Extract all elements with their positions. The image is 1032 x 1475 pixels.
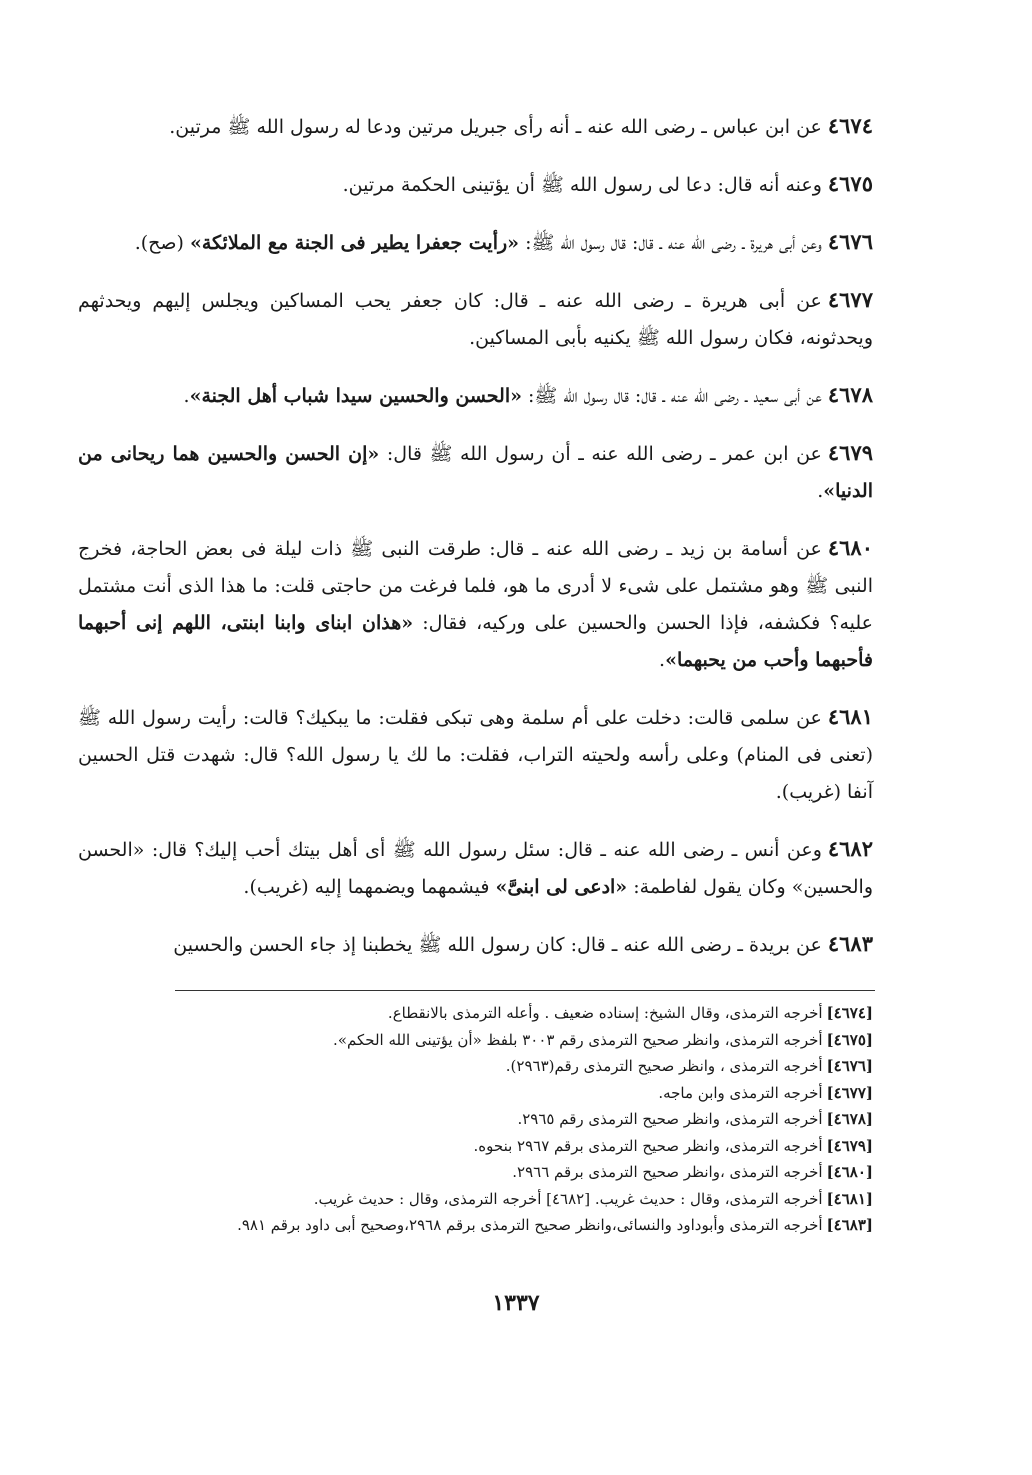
hadith-text: وعنه أنه قال: دعا لى رسول الله ﷺ أن يؤتينى الحكمة مرتين.: [342, 174, 822, 196]
hadith-text: عن ابن عباس ـ رضى الله عنه ـ أنه رأى جبريل مرتين ودعا له رسول الله ﷺ مرتين.: [169, 116, 822, 138]
footnote: [110, 1000, 873, 1027]
hadith-tail: .: [183, 385, 190, 407]
footnote: [110, 1106, 873, 1133]
footnote-number: [٤٦٧٤]: [826, 1004, 873, 1022]
footnote-text: أخرجه الترمذى ،وانظر صحيح الترمذى برقم ٢٩٦٦.: [512, 1163, 823, 1181]
hadith-text: عن ابن عمر ـ رضى الله عنه ـ أن رسول الله ﷺ قال:: [386, 443, 822, 465]
footnote-number: [٤٦٨٣]: [826, 1216, 873, 1234]
hadith-number: ٤٦٧٨: [827, 382, 873, 407]
hadith-quote: «ادعى لى ابنىَّ»: [495, 876, 628, 898]
hadith-text: وعن أنس ـ رضى الله عنه ـ قال: سئل رسول الله ﷺ أى أهل بيتك أحب إليك؟ قال: «الحسن والحسين» وكان يقول لفاطمة:: [78, 839, 873, 898]
footnote-divider: [175, 990, 875, 991]
footnote-text: أخرجه الترمذى ، وانظر صحيح الترمذى رقم(٢٩٦٣).: [505, 1057, 823, 1075]
hadith-4682: [78, 830, 873, 906]
hadith-number: ٤٦٨٠: [827, 535, 873, 560]
hadith-tail: .: [817, 480, 824, 502]
hadith-4683: [78, 925, 873, 964]
footnote: [110, 1027, 873, 1054]
hadith-4674: [78, 107, 873, 146]
hadith-text: عن أبى سعيد ـ رضى الله عنه ـ قال: قال رسول الله ﷺ:: [528, 385, 822, 407]
footnote: [110, 1133, 873, 1160]
hadith-text: عن بريدة ـ رضى الله عنه ـ قال: كان رسول الله ﷺ يخطبنا إذ جاء الحسن والحسين: [173, 934, 822, 956]
hadith-number: ٤٦٨٢: [827, 836, 873, 861]
footnote-text: أخرجه الترمذى، وانظر صحيح الترمذى برقم ٢٩٦٧ بنحوه.: [473, 1136, 823, 1155]
hadith-text: عن سلمى قالت: دخلت على أم سلمة وهى تبكى فقلت: ما يبكيك؟ قالت: رأيت رسول الله ﷺ (تعنى فى المنام) وعلى رأسه ولحيته التراب، فقلت: ما لك يا رسول الله؟ قال: شهدت قتل الحسين آنفا (غريب).: [78, 707, 873, 803]
hadith-4679: [78, 434, 873, 510]
hadith-4681: [78, 698, 873, 811]
hadith-4675: [78, 165, 873, 204]
footnote-text: أخرجه الترمذى وأبوداود والنسائى،وانظر صحيح الترمذى برقم ٢٩٦٨،وصحيح أبى داود برقم ٩٨١.: [237, 1216, 823, 1234]
footnotes: [110, 1000, 873, 1239]
main-text: [78, 88, 873, 971]
page-number: ١٣٣٧: [492, 1290, 540, 1316]
hadith-quote: «هذان ابناى وابنا ابنتى، اللهم إنى أحبهما فأحبهما وأحب من يحبهما»: [78, 612, 873, 671]
footnote-text: أخرجه الترمذى، وانظر صحيح الترمذى رقم ٣٠٠٣ بلفظ «أن يؤتينى الله الحكم».: [333, 1030, 823, 1049]
hadith-number: ٤٦٨١: [827, 704, 873, 729]
footnote-number: [٤٦٧٥]: [826, 1030, 873, 1049]
hadith-quote: «رأيت جعفرا يطير فى الجنة مع الملائكة»: [190, 232, 520, 254]
hadith-4678: [78, 376, 873, 415]
hadith-quote: «الحسن والحسين سيدا شباب أهل الجنة»: [189, 385, 522, 407]
hadith-number: ٤٦٧٧: [827, 287, 873, 312]
hadith-number: ٤٦٨٣: [827, 931, 873, 956]
footnote-text: أخرجه الترمذى وابن ماجه.: [658, 1083, 823, 1102]
footnote-number: [٤٦٨١]: [826, 1189, 873, 1208]
hadith-tail: .: [659, 649, 666, 671]
footnote: [110, 1053, 873, 1080]
hadith-text: وعن أبى هريرة ـ رضى الله عنه ـ قال: قال رسول الله ﷺ:: [525, 232, 822, 254]
hadith-4677: [78, 281, 873, 357]
hadith-text: عن أبى هريرة ـ رضى الله عنه ـ قال: كان جعفر يحب المساكين ويجلس إليهم ويحدثهم ويحدثونه، فكان رسول الله ﷺ يكنيه بأبى المساكين.: [78, 290, 873, 349]
hadith-quote: «إن الحسن والحسين هما ريحانى من الدنيا»: [78, 443, 873, 502]
hadith-tail: (صح).: [134, 232, 190, 254]
footnote-text: أخرجه الترمذى، وانظر صحيح الترمذى رقم ٢٩٦٥.: [517, 1110, 823, 1128]
hadith-4676: [78, 223, 873, 262]
hadith-number: ٤٦٧٥: [827, 171, 873, 196]
footnote: [110, 1159, 873, 1186]
footnote-number: [٤٦٧٦]: [826, 1057, 873, 1075]
hadith-number: ٤٦٧٤: [827, 113, 873, 138]
footnote-number: [٤٦٧٨]: [826, 1110, 873, 1128]
footnote-text: أخرجه الترمذى، وقال الشيخ: إسناده ضعيف . وأعله الترمذى بالانقطاع.: [387, 1004, 823, 1022]
footnote-number: [٤٦٧٧]: [826, 1083, 873, 1102]
footnote-number: [٤٦٧٩]: [826, 1136, 873, 1155]
hadith-4680: [78, 529, 873, 679]
footnote: [110, 1212, 873, 1239]
hadith-number: ٤٦٧٩: [827, 440, 874, 465]
hadith-tail: فيشمهما ويضمهما إليه (غريب).: [243, 876, 496, 898]
hadith-number: ٤٦٧٦: [827, 229, 873, 254]
footnote: [110, 1186, 873, 1213]
footnote-number: [٤٦٨٠]: [826, 1163, 873, 1181]
hadith-text: عن أسامة بن زيد ـ رضى الله عنه ـ قال: طرقت النبى ﷺ ذات ليلة فى بعض الحاجة، فخرج النبى ﷺ وهو مشتمل على شىء لا أدرى ما هو، فلما فرغت من حاجتى قلت: ما هذا الذى أنت مشتمل عليه؟ فكشفه، فإذا الحسن والحسين على وركيه، فقال:: [78, 538, 874, 634]
footnote: [110, 1080, 873, 1107]
footnote-text: أخرجه الترمذى، وقال : حديث غريب. [٤٦٨٢] أخرجه الترمذى، وقال : حديث غريب.: [313, 1189, 823, 1208]
